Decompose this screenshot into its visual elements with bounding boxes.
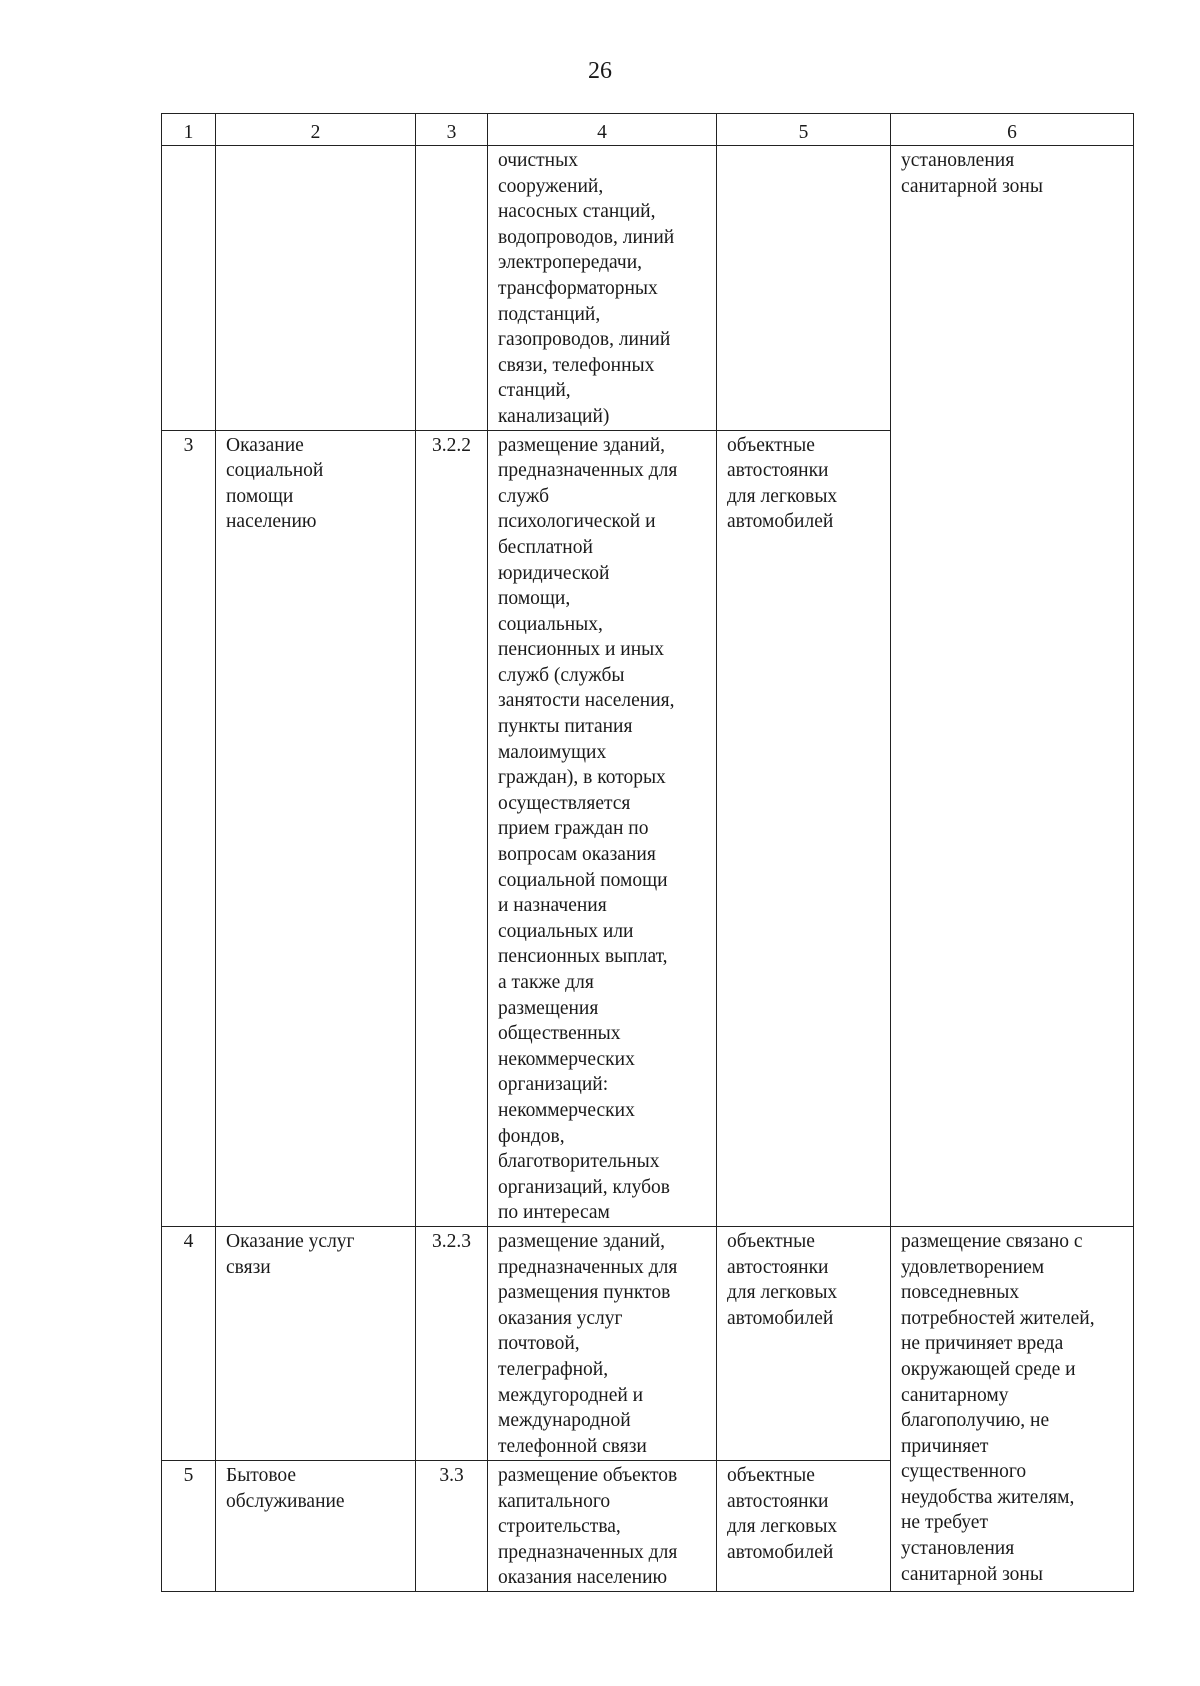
use-name-cell: Оказание услуг связи [216, 1226, 416, 1460]
row-number-cell: 3 [162, 430, 216, 1226]
column-header: 5 [717, 114, 891, 146]
table-row [162, 146, 1134, 431]
column-header: 1 [162, 114, 216, 146]
use-code-cell: 3.3 [416, 1460, 488, 1591]
table-row [162, 1226, 1134, 1460]
row-number-cell: 5 [162, 1460, 216, 1591]
restrictions-cell: установления санитарной зоны [891, 146, 1134, 1227]
use-name-cell: Бытовое обслуживание [216, 1460, 416, 1591]
use-description-cell: размещение объектов капитального строительства, предназначенных для оказания населению [488, 1460, 717, 1591]
row-number-cell [162, 146, 216, 431]
column-header: 3 [416, 114, 488, 146]
column-header: 2 [216, 114, 416, 146]
use-description-cell: размещение зданий, предназначенных для служб психологической и бесплатной юридической помощи, социальных, пенсионных и иных служб (службы занятости населения, пункты питания малоимущих граждан), в которых осуществляется прием граждан по вопросам оказания социальной помощи и назначения социальных или пенсионных выплат, а также для размещения общественных некоммерческих организаций: некоммерческих фондов, благотворительных организаций, клубов по интересам [488, 430, 717, 1226]
column-header: 6 [891, 114, 1134, 146]
use-name-cell [216, 146, 416, 431]
parameters-cell: объектные автостоянки для легковых автомобилей [717, 430, 891, 1226]
use-code-cell: 3.2.3 [416, 1226, 488, 1460]
use-description-cell: очистных сооружений, насосных станций, водопроводов, линий электропередачи, трансформаторных подстанций, газопроводов, линий связи, телефонных станций, канализаций) [488, 146, 717, 431]
column-header: 4 [488, 114, 717, 146]
use-name-cell: Оказание социальной помощи населению [216, 430, 416, 1226]
use-description-cell: размещение зданий, предназначенных для размещения пунктов оказания услуг почтовой, телеграфной, междугородней и международной телефонной связи [488, 1226, 717, 1460]
page-number: 26 [588, 58, 612, 84]
parameters-cell: объектные автостоянки для легковых автомобилей [717, 1226, 891, 1460]
restrictions-cell: размещение связано с удовлетворением повседневных потребностей жителей, не причиняет вреда окружающей среде и санитарному благополучию, не причиняет существенного неудобства жителям, не требует установления санитарной зоны [891, 1226, 1134, 1591]
parameters-cell [717, 146, 891, 431]
use-code-cell [416, 146, 488, 431]
row-number-cell: 4 [162, 1226, 216, 1460]
table-header-row [162, 114, 1134, 146]
zoning-table [161, 113, 1134, 1592]
use-code-cell: 3.2.2 [416, 430, 488, 1226]
parameters-cell: объектные автостоянки для легковых автомобилей [717, 1460, 891, 1591]
